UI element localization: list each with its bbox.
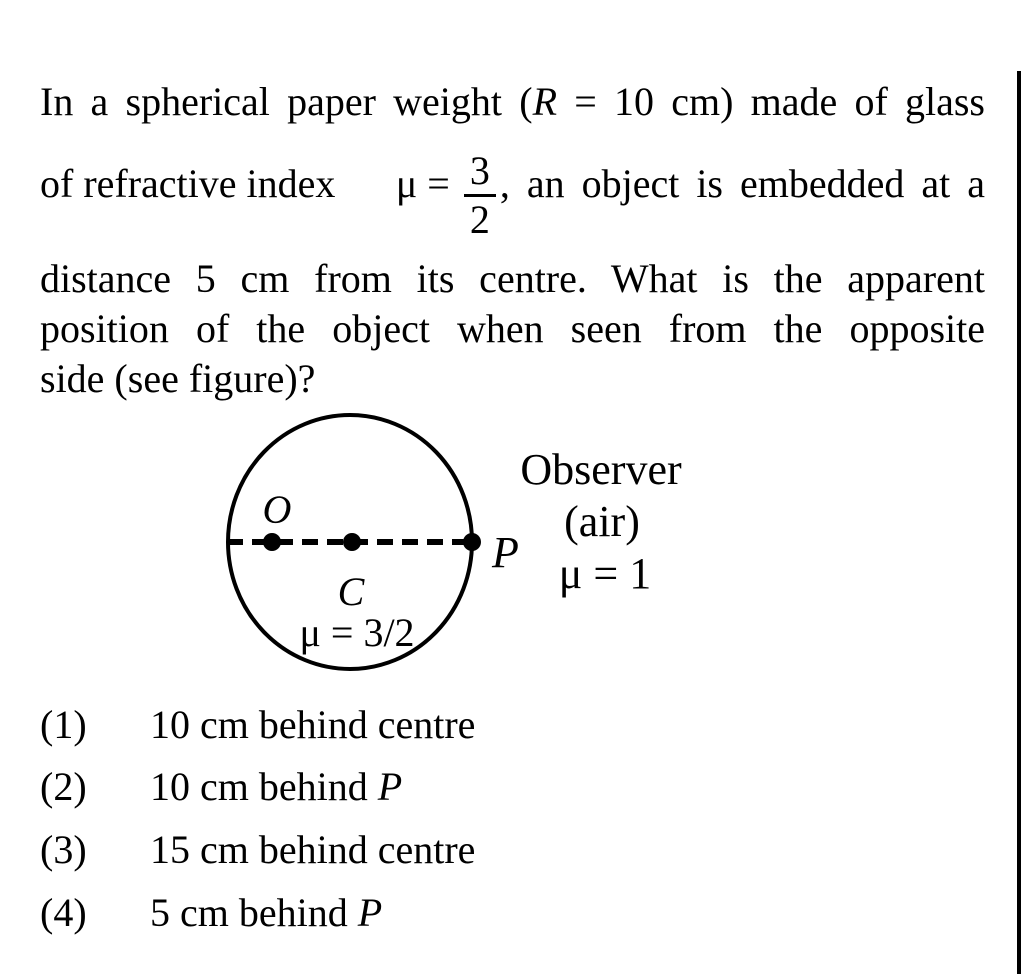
question-line-3: distance 5 cm from its centre. What is the apparent: [40, 256, 985, 301]
centre-point-dot: [343, 533, 361, 551]
question-line-4: position of the object when seen from the opposite: [40, 306, 985, 351]
object-point-dot: [263, 533, 281, 551]
sphere-mu-label: μ = 3/2: [299, 610, 415, 655]
option-row-3: [40, 825, 940, 875]
right-margin-rule: [1017, 71, 1021, 974]
option-number: (2): [40, 764, 87, 809]
question-line-5: side (see figure)?: [40, 356, 316, 401]
centre-point-label: C: [337, 569, 365, 614]
refractive-index-fraction: [464, 148, 496, 243]
option-number: (4): [40, 890, 87, 935]
option-italic-suffix: P: [377, 764, 403, 809]
mu-equals: μ =: [395, 160, 450, 206]
object-point-label: O: [262, 487, 292, 532]
observer-mu-label: μ = 1: [558, 549, 652, 598]
fraction-numerator: 3: [464, 148, 496, 197]
surface-point-dot: [463, 533, 481, 551]
observer-label: Observer: [520, 445, 682, 494]
option-text: 10 cm behind centre: [150, 702, 476, 747]
option-text: 15 cm behind centre: [150, 827, 476, 872]
fraction-denominator: 2: [469, 197, 490, 242]
radius-symbol: R: [532, 79, 557, 124]
surface-point-label: P: [492, 528, 519, 577]
option-text: 5 cm behind: [150, 890, 358, 935]
line1-text-a: In a spherical paper weight (: [40, 79, 533, 124]
option-row-2: [40, 762, 940, 812]
sphere-figure: [0, 400, 720, 690]
line2-text-a: of refractive index: [40, 160, 336, 206]
option-row-4: [40, 888, 940, 938]
question-line-1: [40, 77, 985, 127]
option-italic-suffix: P: [357, 890, 383, 935]
option-text: 10 cm behind: [150, 764, 378, 809]
option-number: (1): [40, 702, 87, 747]
option-row-1: [40, 700, 940, 750]
line1-text-b: = 10 cm) made of glass: [557, 79, 985, 124]
line2-text-b: , an object is embedded at a: [499, 160, 985, 206]
question-line-2: [40, 148, 985, 243]
option-number: (3): [40, 827, 87, 872]
observer-medium-label: (air): [564, 497, 640, 546]
